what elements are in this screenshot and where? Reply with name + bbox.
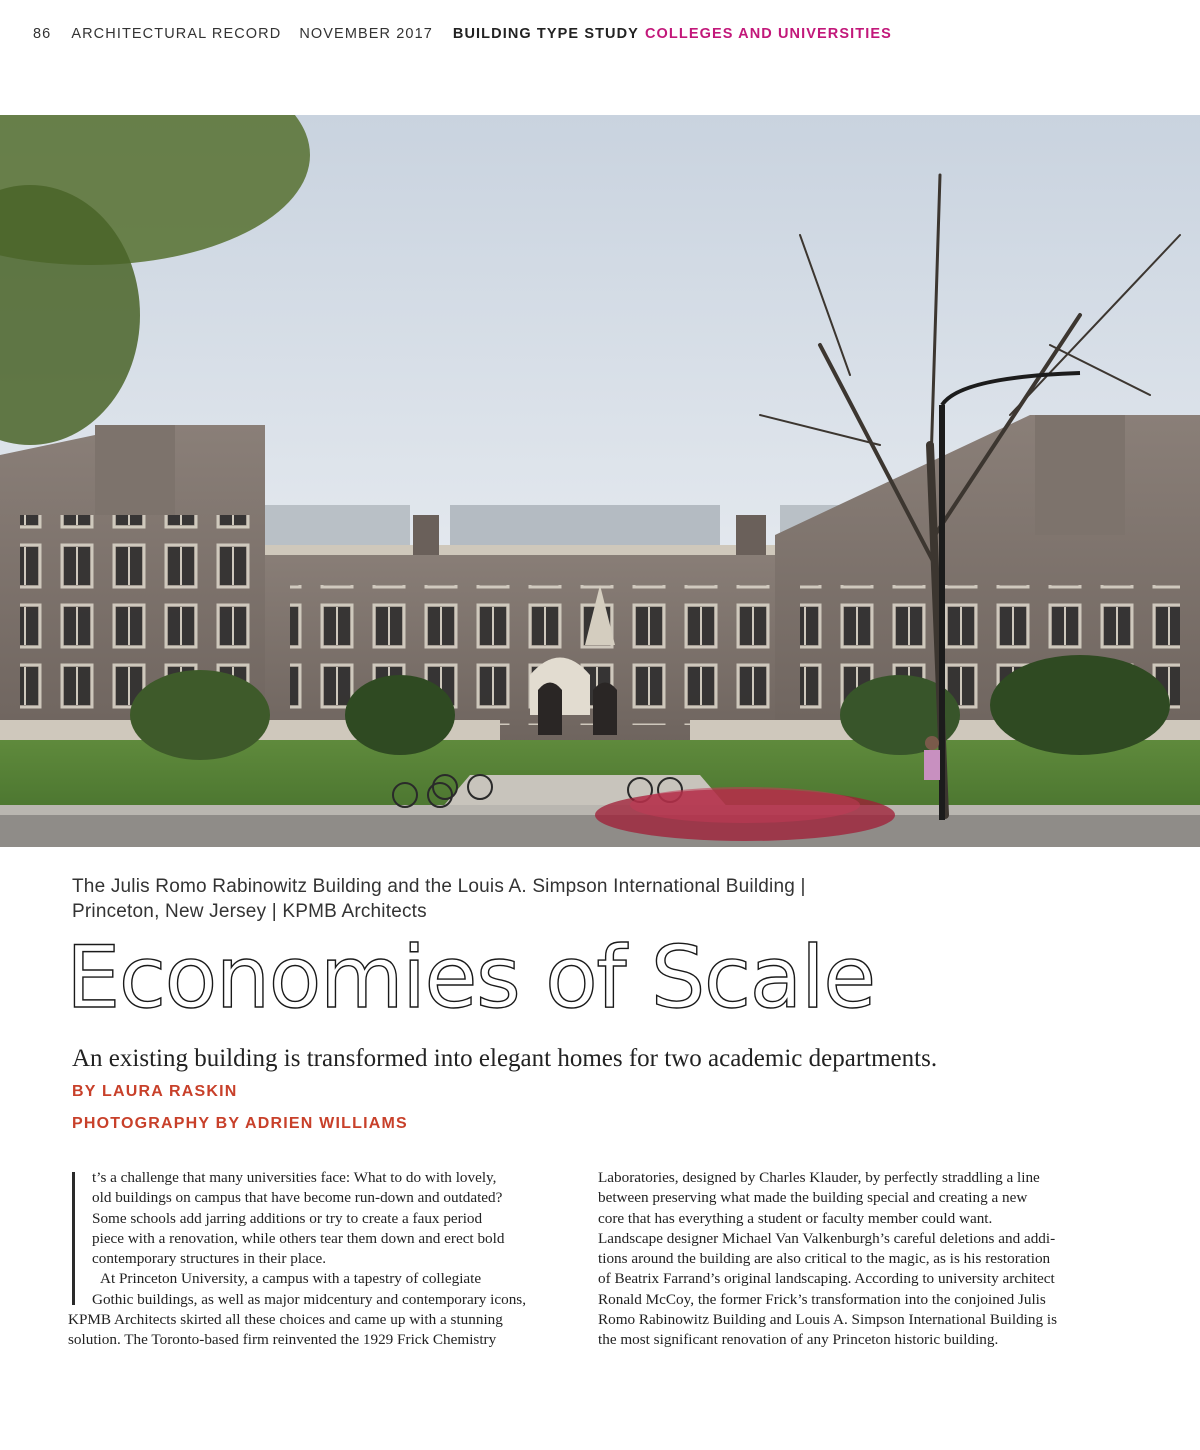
- body-line: contemporary structures in their place.: [92, 1250, 327, 1268]
- hero-illustration: [0, 115, 1200, 847]
- body-line: Ronald McCoy, the former Frick’s transformation into the conjoined Julis: [598, 1290, 1046, 1308]
- body-column-right: [598, 1168, 1128, 1351]
- hero-photo: [0, 115, 1200, 847]
- body-line: the most significant renovation of any Princeton historic building.: [598, 1331, 999, 1349]
- drop-cap: [72, 1172, 75, 1305]
- body-line: of Beatrix Farrand’s original landscaping. According to university architect: [598, 1270, 1055, 1288]
- project-credits: [72, 874, 972, 924]
- body-line: old buildings on campus that have become run-down and outdated?: [92, 1189, 503, 1207]
- project-line-2: Princeton, New Jersey | KPMB Architects: [72, 901, 427, 922]
- project-line-1: The Julis Romo Rabinowitz Building and the Louis A. Simpson International Building |: [72, 876, 806, 897]
- byline-author: BY LAURA RASKIN: [72, 1083, 238, 1100]
- dek: An existing building is transformed into elegant homes for two academic departments.: [72, 1045, 938, 1072]
- lead-paragraph: [68, 1168, 578, 1310]
- topic-label: COLLEGES AND UNIVERSITIES: [644, 26, 892, 42]
- byline-photographer: PHOTOGRAPHY BY ADRIEN WILLIAMS: [72, 1115, 408, 1132]
- body-line: t’s a challenge that many universities face: What to do with lovely,: [92, 1169, 497, 1186]
- body-line: Laboratories, designed by Charles Klauder, by perfectly straddling a line: [598, 1169, 1040, 1186]
- issue-date: NOVEMBER 2017: [299, 26, 433, 42]
- body-line: Some schools add jarring additions or try to create a faux period: [92, 1209, 483, 1227]
- body-line: Landscape designer Michael Van Valkenburgh’s careful deletions and addi-: [598, 1229, 1056, 1247]
- body-line: At Princeton University, a campus with a tapestry of collegiate: [100, 1270, 482, 1288]
- body-line: KPMB Architects skirted all these choices and came up with a stunning: [68, 1311, 503, 1329]
- headline: Economies of Scale: [66, 928, 875, 1028]
- body-line: tions around the building are also critical to the magic, as is his restoration: [598, 1250, 1051, 1268]
- running-header: [33, 26, 892, 42]
- body-line: between preserving what made the building special and creating a new: [598, 1189, 1028, 1207]
- page-number: 86: [33, 26, 52, 42]
- body-line: solution. The Toronto-based firm reinvented the 1929 Frick Chemistry: [68, 1331, 497, 1349]
- body-line: Romo Rabinowitz Building and Louis A. Simpson International Building is: [598, 1311, 1057, 1329]
- section-label: BUILDING TYPE STUDY: [452, 26, 639, 42]
- magazine-name: ARCHITECTURAL RECORD: [71, 26, 282, 42]
- body-line: piece with a renovation, while others tear them down and erect bold: [92, 1229, 505, 1247]
- body-line: core that has everything a student or faculty member could want.: [598, 1209, 993, 1227]
- body-line: Gothic buildings, as well as major midcentury and contemporary icons,: [92, 1290, 527, 1308]
- body-column-left: [68, 1168, 578, 1351]
